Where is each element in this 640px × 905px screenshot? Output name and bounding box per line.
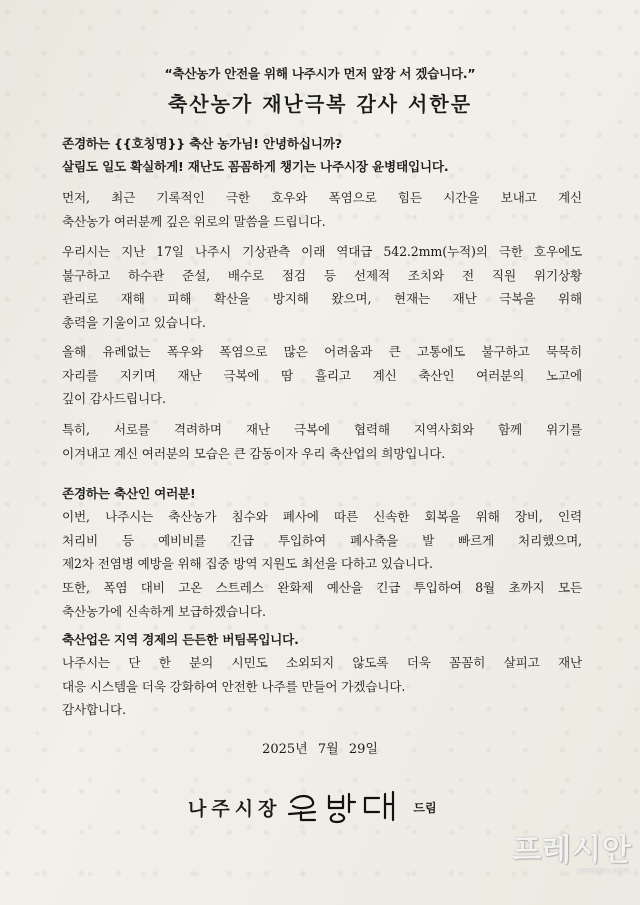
section-3-heading: 축산업은 지역 경제의 든든한 버팀목입니다. [62,632,299,647]
text-line: 대응 시스템을 더욱 강화하여 안전한 나주를 만들어 가겠습니다. [62,678,406,694]
signer-title: 나주시장 [188,797,282,820]
text-line: 나주시는 단 한 분의 시민도 소외되지 않도록 더욱 꼼꼼히 살피고 재난 [62,655,582,670]
text-line: 또한, 폭염 대비 고온 스트레스 완화제 예산을 긴급 투입하여 8월 초까지 모든 [62,580,582,595]
text-line: 감사합니다. [62,702,126,717]
text-line: 불구하고 하수관 준설, 배수로 점검 등 선제적 조치와 전 직원 위기상황 [62,267,582,283]
text-line: 축산농가에 신속하게 보급하겠습니다. [62,603,266,619]
text-line: 제2차 전염병 예방을 위해 집중 방역 지원도 최선을 다하고 있습니다. [62,556,433,571]
text-line: 총력을 기울이고 있습니다. [62,314,206,330]
greeting-line-1: 존경하는 {{호칭명}} 축산 농가님! 안녕하십니까? [62,136,342,151]
text-line: 처리비 등 예비비를 긴급 투입하여 폐사축을 발 빠르게 처리했으며, [62,532,582,548]
text-line: 자리를 지키며 재난 극복에 땀 흘리고 계신 축산인 여러분의 노고에 [62,367,582,383]
sign-suffix: 드림 [413,800,437,815]
watermark-logo: 프레시안 [512,833,632,868]
text-line: 이번, 나주시는 축산농가 침수와 폐사에 따른 신속한 회복을 위해 장비, 인력 [62,509,582,524]
section-2-heading: 존경하는 축산인 여러분! [62,486,196,501]
text-line: 축산농가 여러분께 깊은 위로의 말씀을 드립니다. [62,213,326,229]
section-2-paragraph-2 [62,576,582,623]
section-2 [62,482,582,576]
paragraph-2 [62,240,582,334]
watermark-url: pressian.com [576,866,630,875]
greeting [62,132,582,178]
greeting-line-2: 살림도 일도 확실하게! 재난도 꼼꼼하게 챙기는 나주시장 윤병태입니다. [62,159,449,174]
text-line: 먼저, 최근 기록적인 극한 호우와 폭염으로 힘든 시간을 보내고 계신 [62,190,582,205]
paragraph-4 [62,418,582,465]
paragraph-1 [62,186,582,233]
paragraph-3 [62,340,582,411]
handwritten-signature [285,790,405,824]
text-line: 깊이 감사드립니다. [62,391,166,406]
letter-date: 2025년 7월 29일 [262,742,378,757]
text-line: 관리로 재해 피해 확산을 방지해 왔으며, 현재는 재난 극복을 위해 [62,291,582,306]
letter-title: 축산농가 재난극복 감사 서한문 [167,92,473,116]
text-line: 특히, 서로를 격려하며 재난 극복에 협력해 지역사회와 함께 위기를 [62,422,582,437]
text-line: 올해 유례없는 폭우와 폭염으로 많은 어려움과 큰 고통에도 불구하고 묵묵히 [62,344,582,359]
section-3 [62,628,582,722]
signature-block [188,790,437,824]
text-line: 이겨내고 계신 여러분의 모습은 큰 감동이자 우리 축산업의 희망입니다. [62,445,446,461]
text-line: 우리시는 지난 17일 나주시 기상관측 이래 역대급 542.2mm(누적)의 극한 호우에도 [62,244,582,259]
header-quote: “축산농가 안전을 위해 나주시가 먼저 앞장 서 겠습니다.” [164,66,476,81]
